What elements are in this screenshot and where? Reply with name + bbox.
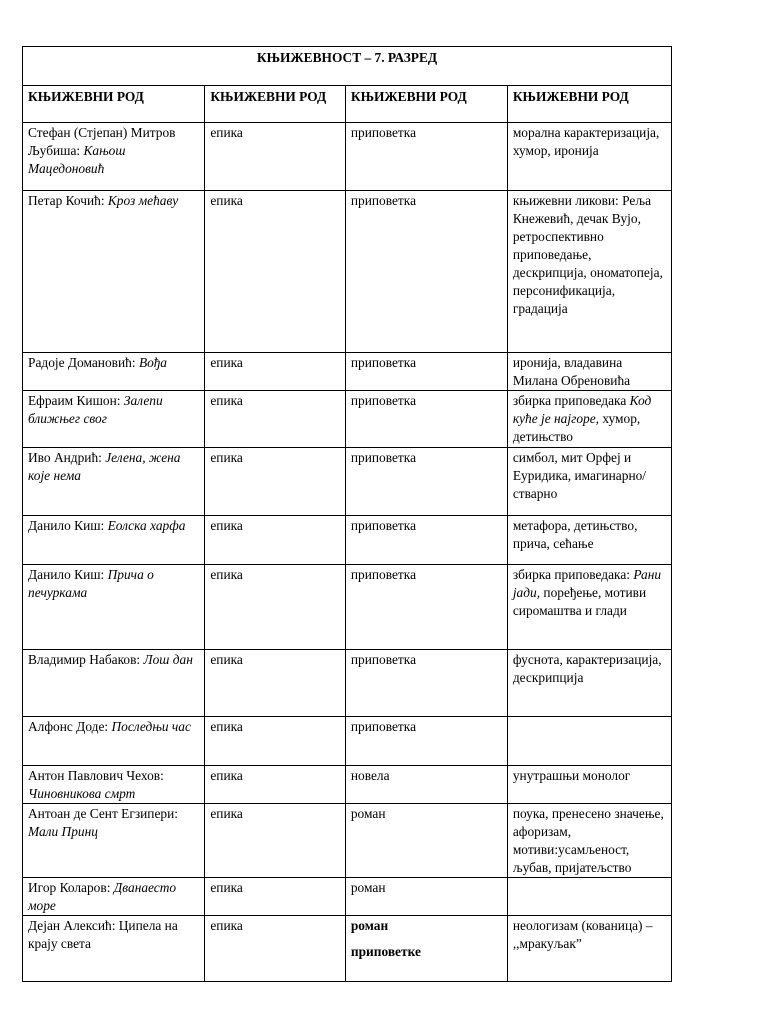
work-title: Залепи ближњег свог — [28, 393, 163, 426]
notes-cell: неологизам (кованица) – ,,мракуљак” — [507, 916, 671, 982]
notes-cell: метафора, детињство, прича, сећање — [507, 516, 671, 565]
notes-text: збирка приповедака: — [512, 567, 634, 582]
author-name: Иво Андрић: — [28, 450, 106, 465]
notes-cell — [507, 565, 671, 650]
author-name: Петар Кочић: — [28, 193, 108, 208]
genre-cell: епика — [205, 353, 346, 391]
author-name: Ефраим Кишон: — [28, 393, 124, 408]
genre-cell: епика — [205, 916, 346, 982]
table-row — [23, 565, 672, 650]
notes-cell: унутрашњи монолог — [507, 766, 671, 804]
author-name: Антоан де Сент Егзипери: — [28, 806, 178, 821]
genre-cell: епика — [205, 650, 346, 717]
author-name: Данило Киш: — [28, 567, 108, 582]
form-cell: приповетка — [345, 565, 507, 650]
genre-cell: епика — [205, 717, 346, 766]
table-row — [23, 916, 672, 982]
author-name: Игор Коларов: — [28, 880, 114, 895]
author-name: Дејан Алексић: Ципела на крају света — [28, 918, 178, 951]
notes-text: поређење, мотиви сиромаштва и глади — [512, 585, 647, 618]
genre-cell: епика — [205, 766, 346, 804]
form-cell: приповетка — [345, 191, 507, 353]
author-cell — [23, 650, 205, 717]
table-title: КЊИЖЕВНОСТ – 7. РАЗРЕД — [23, 47, 672, 86]
column-header: КЊИЖЕВНИ РОД — [205, 86, 346, 123]
column-header: КЊИЖЕВНИ РОД — [23, 86, 205, 123]
author-name: Антон Павлович Чехов: — [28, 768, 164, 783]
genre-cell: епика — [205, 516, 346, 565]
form-cell: приповетка — [345, 650, 507, 717]
work-title: Прича о печуркама — [28, 567, 154, 600]
work-title: Мали Принц — [28, 824, 98, 839]
notes-text: хумор, детињство — [512, 411, 641, 444]
table-row — [23, 123, 672, 191]
form-cell: роман — [345, 804, 507, 878]
genre-cell: епика — [205, 878, 346, 916]
genre-cell: епика — [205, 391, 346, 448]
form-text: приповетке — [350, 944, 421, 959]
work-title: Кроз мећаву — [107, 193, 179, 208]
genre-cell: епика — [205, 123, 346, 191]
author-cell — [23, 448, 205, 516]
author-cell — [23, 353, 205, 391]
notes-cell — [507, 717, 671, 766]
work-title: Лош дан — [143, 652, 193, 667]
author-name: Радоје Домановић: — [28, 355, 139, 370]
column-header: КЊИЖЕВНИ РОД — [507, 86, 671, 123]
table-row — [23, 878, 672, 916]
genre-cell: епика — [205, 191, 346, 353]
table-row — [23, 766, 672, 804]
table-row — [23, 353, 672, 391]
notes-text: збирка приповедака — [512, 393, 630, 408]
form-cell: приповетка — [345, 391, 507, 448]
author-cell — [23, 878, 205, 916]
form-text: роман — [350, 918, 389, 933]
form-cell: приповетка — [345, 123, 507, 191]
notes-cell — [507, 391, 671, 448]
author-cell — [23, 766, 205, 804]
notes-cell: симбол, мит Орфеј и Еуридика, имагинарно/стварно — [507, 448, 671, 516]
form-cell: приповетка — [345, 717, 507, 766]
genre-cell: епика — [205, 565, 346, 650]
table-row — [23, 448, 672, 516]
notes-cell: књижевни ликови: Реља Кнежевић, дечак Вујо, ретроспективно приповедање, дескрипција, ономатопеја, персонификација, градација — [507, 191, 671, 353]
genre-cell: епика — [205, 448, 346, 516]
form-cell: приповетка — [345, 448, 507, 516]
form-cell: приповетка — [345, 516, 507, 565]
author-name: Данило Киш: — [28, 518, 108, 533]
form-cell — [345, 916, 507, 982]
author-cell — [23, 391, 205, 448]
work-title: Последњи час — [111, 719, 191, 734]
work-title: Кањош Мацедоновић — [28, 143, 126, 176]
author-cell — [23, 516, 205, 565]
table-row — [23, 804, 672, 878]
author-name: Алфонс Доде: — [28, 719, 112, 734]
author-cell — [23, 804, 205, 878]
literature-table — [22, 46, 672, 982]
notes-cell: морална карактеризација, хумор, иронија — [507, 123, 671, 191]
form-cell: приповетка — [345, 353, 507, 391]
notes-cell — [507, 878, 671, 916]
notes-cell: поука, пренесено значење, афоризам, мотиви:усамљеност, љубав, пријатељство — [507, 804, 671, 878]
table-row — [23, 650, 672, 717]
author-cell — [23, 123, 205, 191]
form-cell: роман — [345, 878, 507, 916]
notes-cell: фуснота, карактеризација, дескрипција — [507, 650, 671, 717]
table-row — [23, 191, 672, 353]
work-title: Еолска харфа — [107, 518, 186, 533]
header-row — [23, 86, 672, 123]
author-name: Стефан (Стјепан) Митров Љубиша: — [28, 125, 176, 158]
table-row — [23, 717, 672, 766]
form-cell: новела — [345, 766, 507, 804]
author-cell — [23, 191, 205, 353]
author-cell — [23, 565, 205, 650]
author-cell — [23, 916, 205, 982]
column-header: КЊИЖЕВНИ РОД — [345, 86, 507, 123]
notes-cell: иронија, владавина Милана Обреновића — [507, 353, 671, 391]
collection-title: Код куће је најгоре, — [512, 393, 652, 426]
work-title: Јелена, жена које нема — [28, 450, 181, 483]
collection-title: Рани јади, — [512, 567, 662, 600]
table-row — [23, 516, 672, 565]
work-title: Чиновникова смрт — [28, 786, 136, 801]
table-row — [23, 391, 672, 448]
author-name: Владимир Набаков: — [28, 652, 144, 667]
title-row — [23, 47, 672, 86]
work-title: Дванаесто море — [28, 880, 177, 913]
work-title: Вођа — [138, 355, 167, 370]
genre-cell: епика — [205, 804, 346, 878]
author-cell — [23, 717, 205, 766]
